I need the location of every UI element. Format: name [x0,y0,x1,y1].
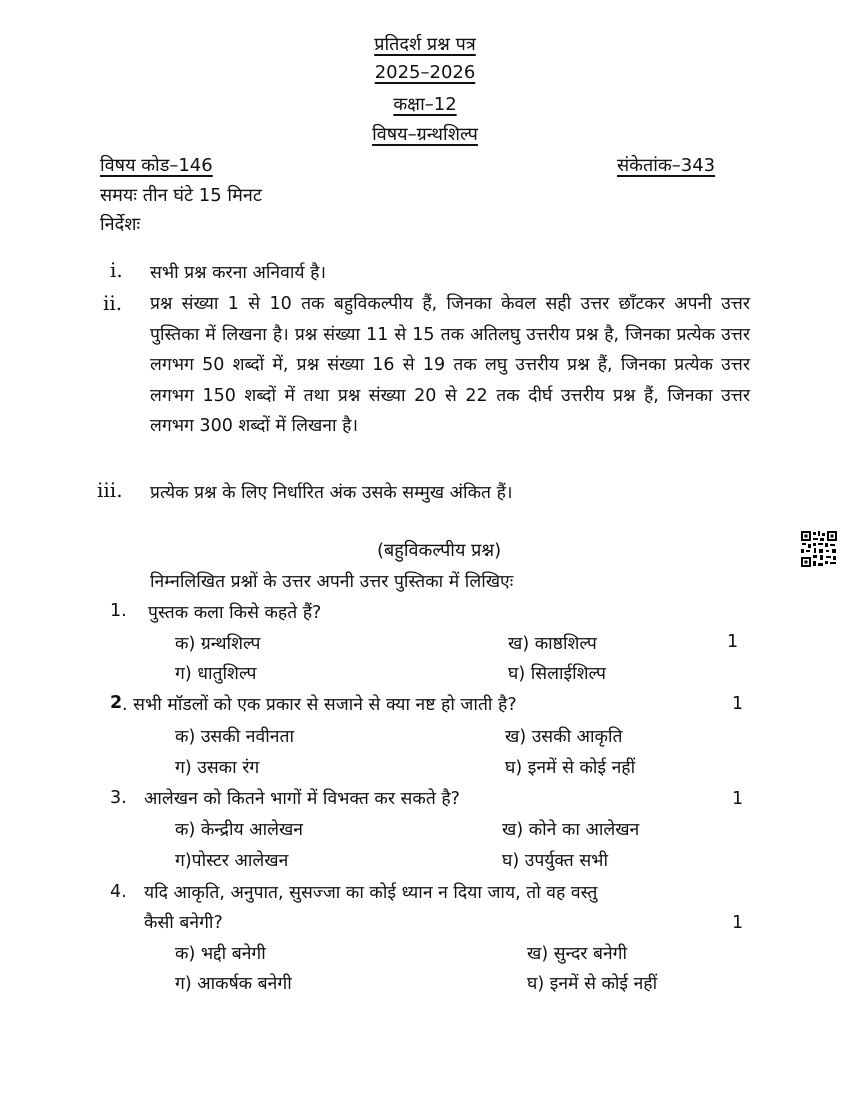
option-d: घ) सिलाईशिल्प [508,664,606,684]
instruction-text: प्रश्न संख्या 1 से 10 तक बहुविकल्पीय हैं, जिनका केवल सही उत्तर छाँटकर अपनी उत्तर पुस्तिका में लिखना है। प्रश्न संख्या 11 से 15 तक अतिलघु उत्तरीय प्रश्न है, जिनका प्रत्येक उत्तर लगभग 50 शब्दों में, प्रश्न संख्या 16 से 19 तक लघु उत्तरीय प्रश्न हैं, जिनका प्रत्येक उत्तर लगभग 150 शब्दों में तथा प्रश्न संख्या 20 से 22 तक दीर्घ उत्तरीय प्रश्न हैं, जिनका उत्तर लगभग 300 शब्दों में लिखना है। [150,294,750,436]
option-b: ख) काष्ठशिल्प [508,634,597,654]
question-text-line1: यदि आकृति, अनुपात, सुसज्जा का कोई ध्यान न दिया जाय, तो वह वस्तु [144,883,598,903]
question-text-line2: कैसी बनेगी? [144,913,223,933]
qr-code-icon [800,530,838,568]
option-d: घ) इनमें से कोई नहीं [505,758,636,778]
question-text: पुस्तक कला किसे कहते हैं? [148,603,322,623]
question-text: आलेखन को कितने भागों में विभक्त कर सकते है? [144,789,460,809]
question-text: . सभी मॉडलों को एक प्रकार से सजाने से क्या नष्ट हो जाती है? [122,695,517,715]
instruction-number: ii. [103,291,123,315]
subject-code: विषय कोड–146 [100,155,213,176]
option-b: ख) सुन्दर बनेगी [527,944,628,964]
instructions-label: निर्देशः [100,214,141,235]
option-c: ग)पोस्टर आलेखन [175,851,289,871]
section-prompt: निम्नलिखित प्रश्नों के उत्तर अपनी उत्तर पुस्तिका में लिखिएः [150,572,514,592]
paper-subject: विषय–ग्रन्थशिल्प [372,124,478,145]
question-marks: 1 [732,789,744,809]
instruction-number: i. [110,258,123,282]
question-number: 4. [110,882,127,902]
option-c: ग) उसका रंग [175,758,260,778]
option-a: क) केन्द्रीय आलेखन [175,820,303,840]
option-b: ख) उसकी आकृति [505,727,623,747]
time-allowed: समयः तीन घंटे 15 मिनट [100,185,262,206]
paper-code: संकेतांक–343 [617,155,716,176]
question-marks: 1 [732,694,744,714]
option-d: घ) उपर्युक्त सभी [502,851,608,871]
instruction-text: प्रत्येक प्रश्न के लिए निर्धारित अंक उसके सम्मुख अंकित हैं। [150,483,513,503]
option-d: घ) इनमें से कोई नहीं [527,974,658,994]
question-number: 1. [110,601,127,621]
section-title: (बहुविकल्पीय प्रश्न) [377,540,502,561]
option-c: ग) आकर्षक बनेगी [175,974,292,994]
option-a: क) भद्दी बनेगी [175,944,266,964]
question-marks: 1 [732,913,744,933]
option-b: ख) कोने का आलेखन [502,820,640,840]
option-c: ग) धातुशिल्प [175,664,257,684]
question-number: 2 [110,693,123,713]
question-number: 3. [110,788,127,808]
instruction-text: सभी प्रश्न करना अनिवार्य है। [150,263,327,283]
paper-year: 2025–2026 [374,62,476,83]
instruction-number: iii. [97,478,123,502]
paper-class: कक्षा–12 [393,94,457,115]
option-a: क) उसकी नवीनता [175,727,294,747]
paper-title: प्रतिदर्श प्रश्न पत्र [374,34,476,55]
option-a: क) ग्रन्थशिल्प [175,634,261,654]
question-marks: 1 [727,632,739,652]
